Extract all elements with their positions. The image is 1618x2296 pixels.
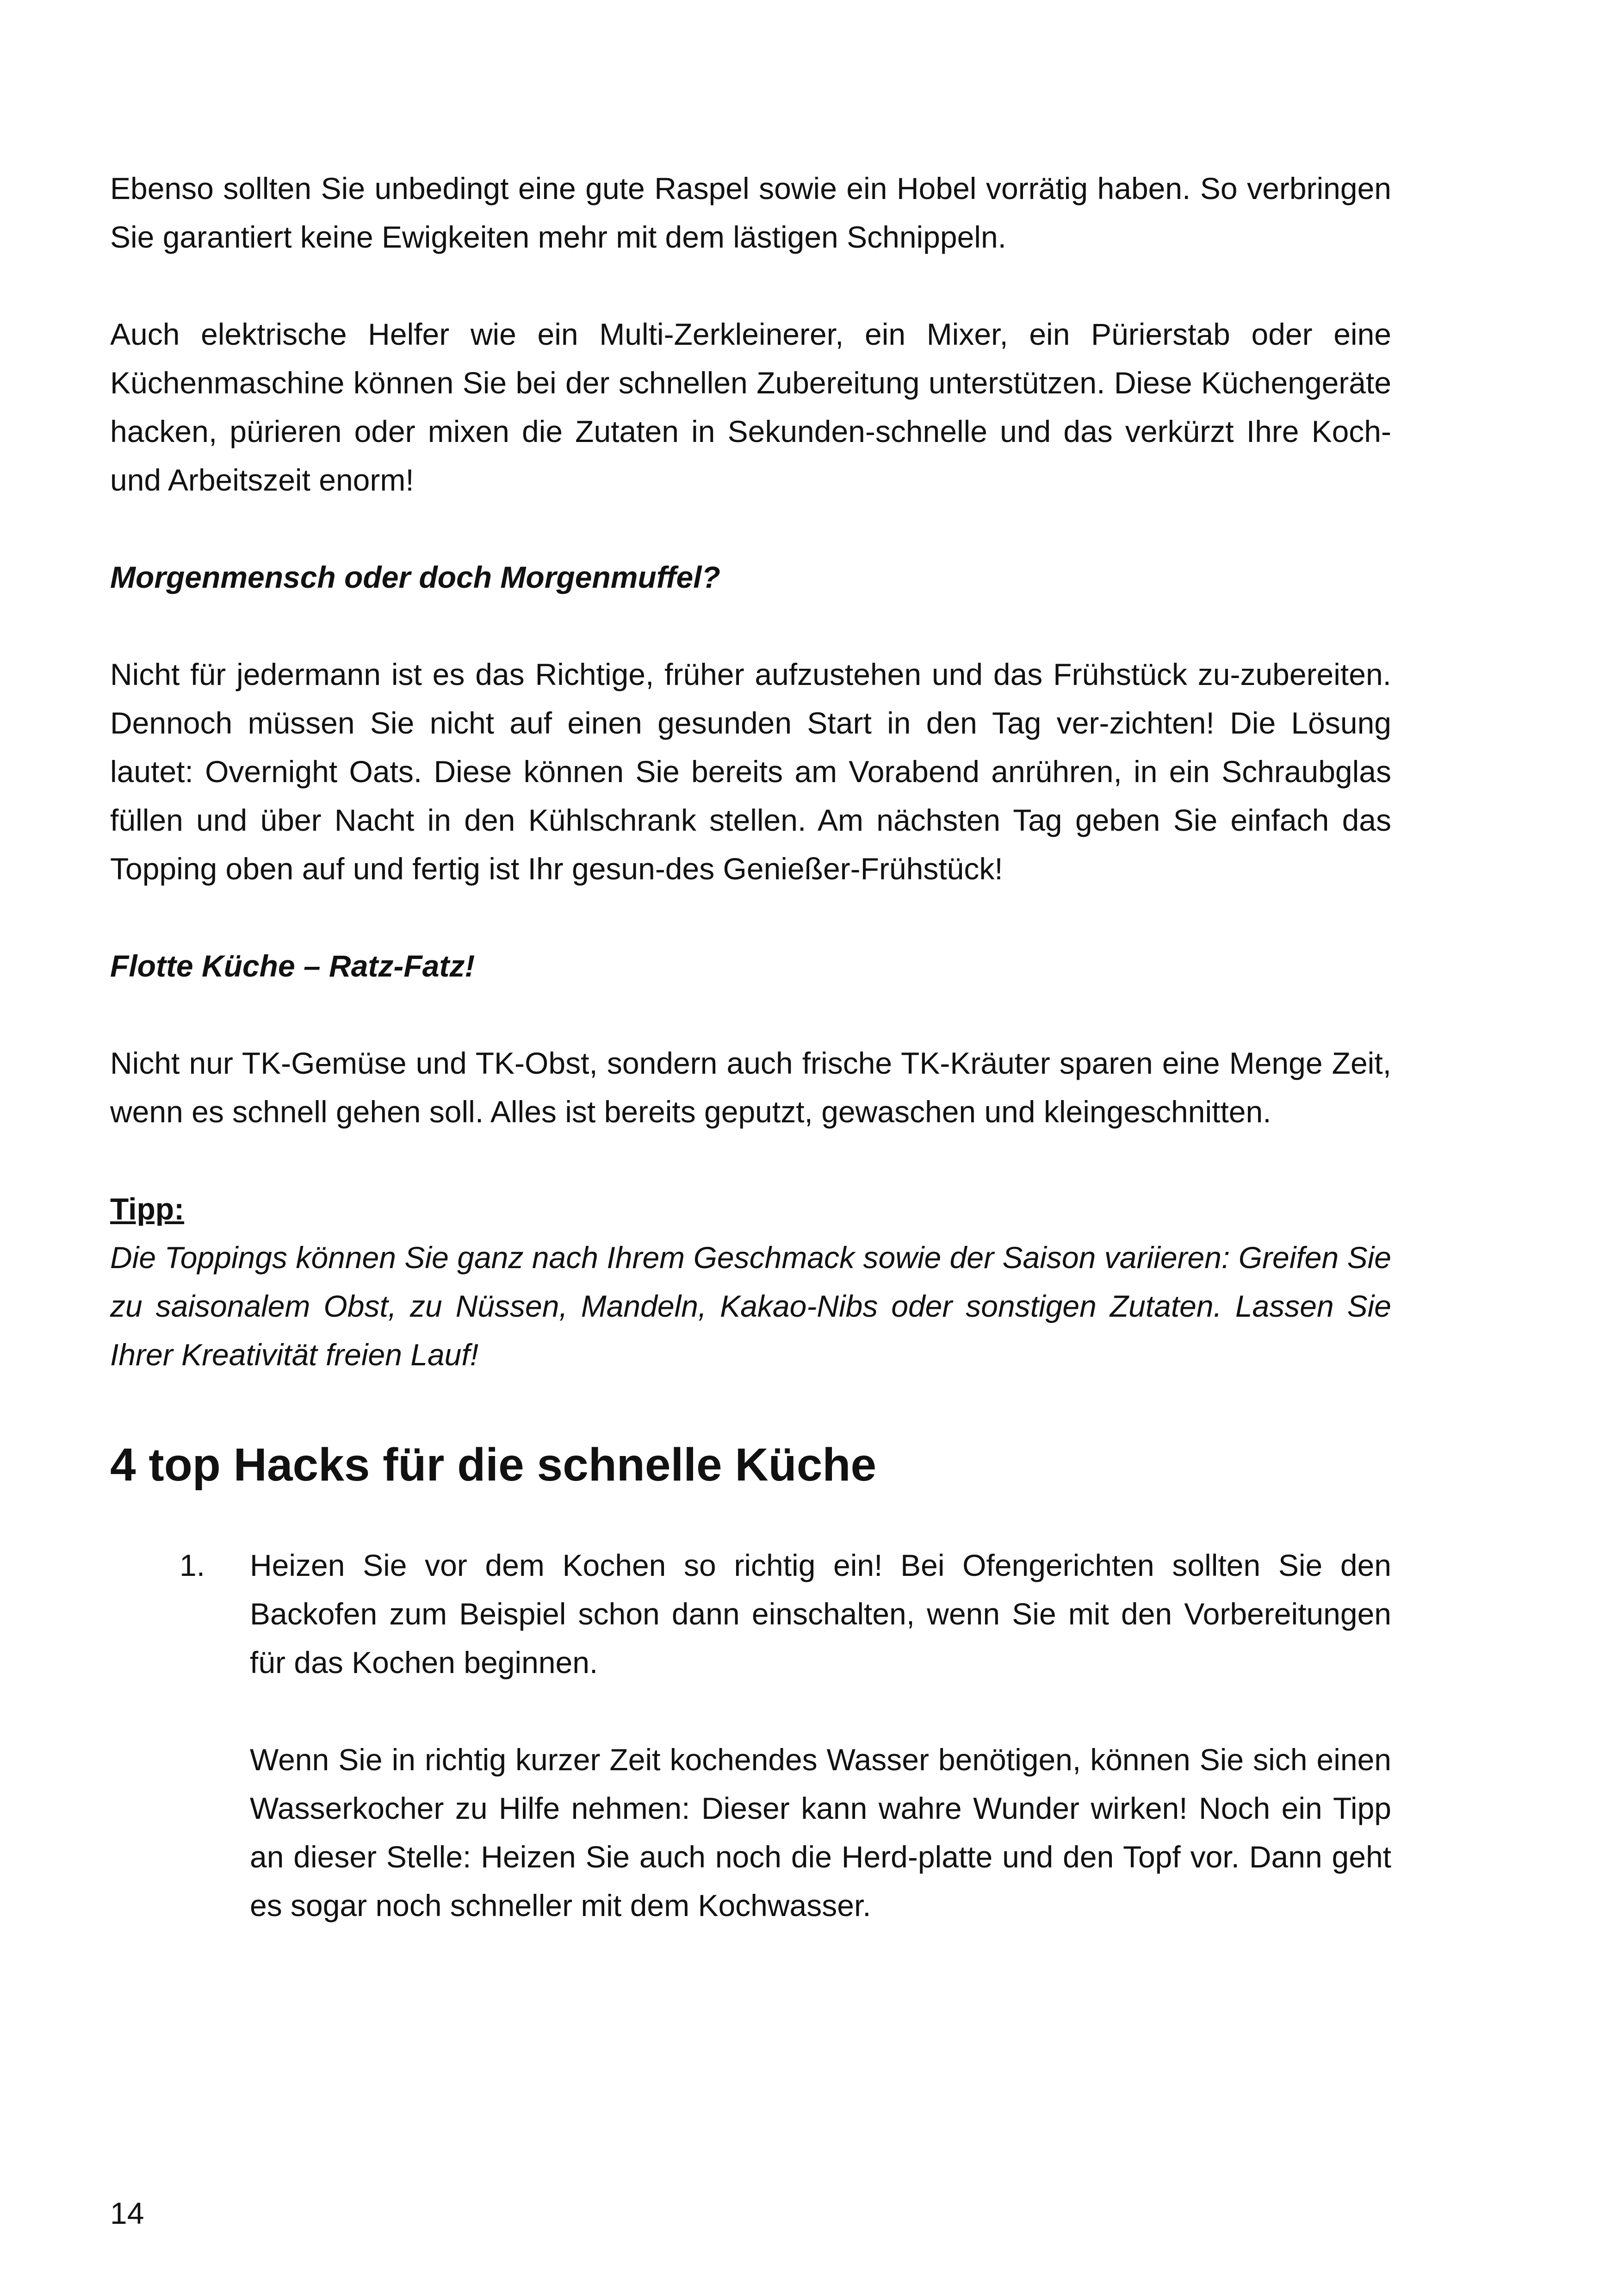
page-number: 14 bbox=[110, 2196, 144, 2230]
subheading-morning: Morgenmensch oder doch Morgenmuffel? bbox=[110, 560, 720, 594]
list-item-text-preheat: Heizen Sie vor dem Kochen so richtig ein! Bei Ofengerichten sollten Sie den Backofen zum Beispiel schon dann einschalten, wenn Sie mit den Vorbereitungen für das Kochen beginnen. bbox=[250, 1548, 1391, 1680]
paragraph-frozen-food: Nicht nur TK-Gemüse und TK-Obst, sondern auch frische TK-Kräuter sparen eine Menge Zeit, wenn es schnell gehen soll. Alles ist bereits geputzt, gewaschen und kleingeschnitten. bbox=[110, 1046, 1391, 1129]
section-title: 4 top Hacks für die schnelle Küche bbox=[110, 1439, 877, 1491]
subheading-quick-kitchen: Flotte Küche – Ratz-Fatz! bbox=[110, 949, 475, 983]
list-item-body bbox=[250, 1541, 1391, 1930]
tip-label: Tipp: bbox=[110, 1192, 185, 1226]
list-item-number: 1. bbox=[180, 1548, 205, 1582]
list-item bbox=[110, 1541, 1391, 1930]
hacks-list bbox=[110, 1541, 1391, 1930]
paragraph-grater: Ebenso sollten Sie unbedingt eine gute Raspel sowie ein Hobel vorrätig haben. So verbringen Sie garantiert keine Ewigkeiten mehr mit dem lästigen Schnippeln. bbox=[110, 171, 1391, 254]
paragraph-electric-helpers: Auch elektrische Helfer wie ein Multi-Zerkleinerer, ein Mixer, ein Pürierstab oder eine Küchenmaschine können Sie bei der schnellen Zubereitung unterstützen. Diese Küchengeräte hacken, pürieren oder mixen die Zutaten in Sekunden-schnelle und das verkürzt Ihre Koch- und Arbeitszeit enorm! bbox=[110, 317, 1391, 497]
tip-text: Die Toppings können Sie ganz nach Ihrem Geschmack sowie der Saison variieren: Greifen Sie zu saisonalem Obst, zu Nüssen, Mandeln, Kakao-Nibs oder sonstigen Zutaten. Lassen Sie Ihrer Kreativität freien Lauf! bbox=[110, 1240, 1391, 1372]
list-item-text-kettle: Wenn Sie in richtig kurzer Zeit kochendes Wasser benötigen, können Sie sich einen Wasserkocher zu Hilfe nehmen: Dieser kann wahre Wunder wirken! Noch ein Tipp an dieser Stelle: Heizen Sie auch noch die Herd-platte und den Topf vor. Dann geht es sogar noch schneller mit dem Kochwasser. bbox=[250, 1742, 1391, 1923]
paragraph-overnight-oats: Nicht für jedermann ist es das Richtige, früher aufzustehen und das Frühstück zu-zubereiten. Dennoch müssen Sie nicht auf einen gesunden Start in den Tag ver-zichten! Die Lösung lautet: Overnight Oats. Diese können Sie bereits am Vorabend anrühren, in ein Schraubglas füllen und über Nacht in den Kühlschrank stellen. Am nächsten Tag geben Sie einfach das Topping oben auf und fertig ist Ihr gesun-des Genießer-Frühstück! bbox=[110, 657, 1391, 886]
